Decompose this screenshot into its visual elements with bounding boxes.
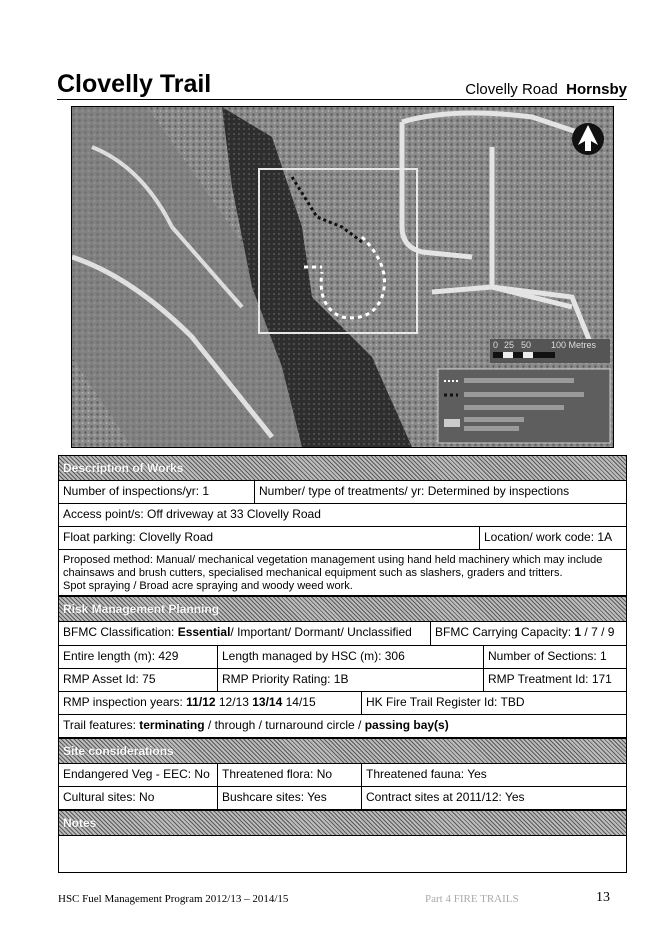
footer-part: Part 4 FIRE TRAILS	[425, 893, 519, 905]
contract-sites-cell: Contract sites at 2011/12: Yes	[361, 787, 626, 809]
section-header-works: Description of Works	[58, 455, 627, 481]
fire-trail-table	[58, 455, 627, 873]
table-row	[58, 481, 627, 504]
notes-area	[58, 836, 627, 873]
page-number: 13	[596, 890, 610, 905]
suburb-name: Hornsby	[566, 81, 627, 98]
trail-features-cell: Trail features: terminating / through / turnaround circle / passing bay(s)	[63, 718, 449, 732]
inspections-cell: Number of inspections/yr: 1	[63, 484, 210, 498]
table-row	[58, 787, 627, 810]
eec-cell: Endangered Veg - EEC: No	[63, 767, 210, 781]
access-cell: Access point/s: Off driveway at 33 Clovelly Road	[63, 507, 321, 521]
inspection-years-cell: RMP inspection years: 11/12 12/13 13/14 14/15	[63, 695, 316, 709]
table-row	[58, 715, 627, 738]
scale-label-100: 100 Metres	[551, 340, 597, 350]
table-row	[58, 646, 627, 669]
bfmc-capacity-cell: BFMC Carrying Capacity: 1 / 7 / 9	[430, 622, 626, 645]
method-line-3: Spot spraying / Broad acre spraying and woody weed work.	[63, 580, 353, 592]
table-row	[58, 504, 627, 527]
treatment-id-cell: RMP Treatment Id: 171	[483, 669, 626, 691]
sections-count-cell: Number of Sections: 1	[483, 646, 626, 668]
map-graphic	[72, 107, 613, 447]
treatments-cell: Number/ type of treatments/ yr: Determined by inspections	[254, 481, 626, 503]
table-row	[58, 622, 627, 646]
proposed-method-cell	[59, 550, 626, 595]
location-code-cell: Location/ work code: 1A	[479, 527, 626, 549]
asset-id-cell: RMP Asset Id: 75	[63, 672, 156, 686]
bfmc-classification-cell: BFMC Classification: Essential/ Important/ Dormant/ Unclassified	[63, 625, 412, 639]
location-heading	[465, 81, 627, 98]
section-header-risk: Risk Management Planning	[58, 596, 627, 622]
title-rule	[57, 99, 627, 100]
footer-program: HSC Fuel Management Program 2012/13 – 2014/15	[58, 893, 289, 905]
road-name: Clovelly Road	[465, 81, 558, 98]
bushcare-sites-cell: Bushcare sites: Yes	[217, 787, 361, 809]
method-line-1: Proposed method: Manual/ mechanical vegetation management using hand held machinery which may include	[63, 554, 603, 566]
float-parking-cell: Float parking: Clovelly Road	[63, 530, 214, 544]
threatened-fauna-cell: Threatened fauna: Yes	[361, 764, 626, 786]
priority-rating-cell: RMP Priority Rating: 1B	[217, 669, 483, 691]
page-title: Clovelly Trail	[57, 70, 212, 98]
entire-length-cell: Entire length (m): 429	[63, 649, 179, 663]
scale-label-25: 25	[504, 340, 515, 350]
notes-cell	[59, 836, 626, 872]
length-managed-cell: Length managed by HSC (m): 306	[217, 646, 483, 668]
cultural-sites-cell: Cultural sites: No	[63, 790, 155, 804]
scale-label-50: 50	[521, 340, 532, 350]
section-header-site: Site considerations	[58, 738, 627, 764]
aerial-map	[71, 106, 614, 448]
table-row	[58, 669, 627, 692]
table-row	[58, 764, 627, 787]
table-row	[58, 692, 627, 715]
scale-label-0: 0	[493, 340, 499, 350]
table-row	[58, 550, 627, 596]
register-id-cell: HK Fire Trail Register Id: TBD	[361, 692, 626, 714]
north-arrow-icon	[572, 123, 604, 155]
method-line-2: chainsaws and brush cutters, specialised mechanical equipment such as slashers, graders and tritters.	[63, 567, 563, 579]
section-header-notes: Notes	[58, 810, 627, 836]
table-row	[58, 527, 627, 550]
threatened-flora-cell: Threatened flora: No	[217, 764, 361, 786]
